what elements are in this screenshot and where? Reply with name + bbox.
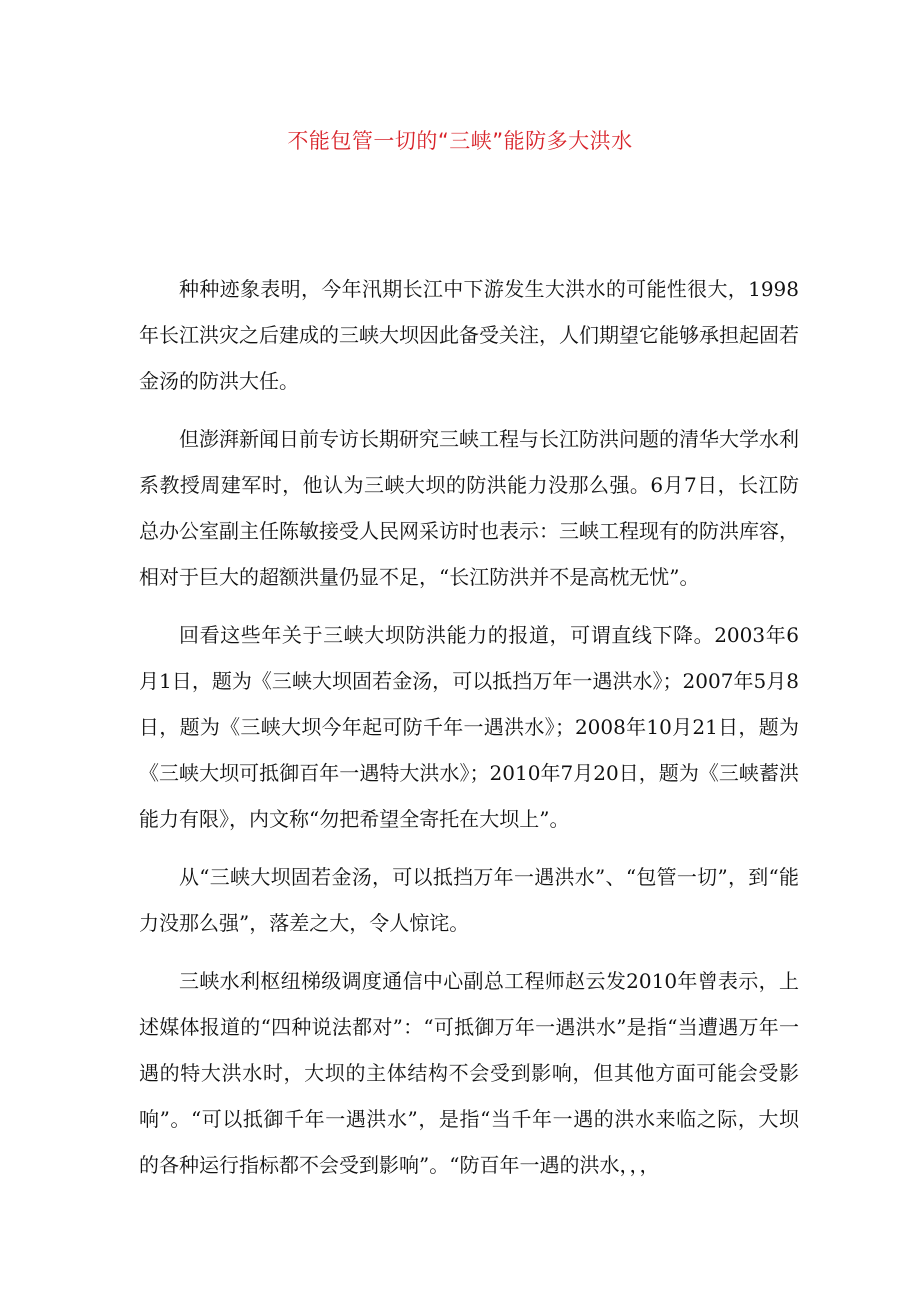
document-body bbox=[139, 266, 799, 1188]
paragraph: 但澎湃新闻日前专访长期研究三峡工程与长江防洪问题的清华大学水利系教授周建军时，他认为三峡大坝的防洪能力没那么强。6月7日，长江防总办公室副主任陈敏接受人民网采访时也表示：三峡工程现有的防洪库容，相对于巨大的超额洪量仍显不足，“长江防洪并不是高枕无忧”。 bbox=[139, 427, 799, 589]
paragraph: 回看这些年关于三峡大坝防洪能力的报道，可谓直线下降。2003年6月1日，题为《三峡大坝固若金汤，可以抵挡万年一遇洪水》；2007年5月8日，题为《三峡大坝今年起可防千年一遇洪水》；2008年10月21日，题为《三峡大坝可抵御百年一遇特大洪水》；2010年7月20日，题为《三峡蓄洪能力有限》，内文称“勿把希望全寄托在大坝上”。 bbox=[139, 623, 799, 831]
document-title: 不能包管一切的“三峡”能防多大洪水 bbox=[287, 129, 633, 153]
paragraph: 种种迹象表明，今年汛期长江中下游发生大洪水的可能性很大，1998年长江洪灾之后建成的三峡大坝因此备受关注，人们期望它能够承担起固若金汤的防洪大任。 bbox=[139, 277, 799, 393]
paragraph: 三峡水利枢纽梯级调度通信中心副总工程师赵云发2010年曾表示，上述媒体报道的“四种说法都对”：“可抵御万年一遇洪水”是指“当遭遇万年一遇的特大洪水时，大坝的主体结构不会受到影响，但其他方面可能会受影响”。“可以抵御千年一遇洪水”，是指“当千年一遇的洪水来临之际，大坝的各种运行指标都不会受到影响”。“防百年一遇的洪水，，， bbox=[139, 969, 799, 1177]
paragraph: 从“三峡大坝固若金汤，可以抵挡万年一遇洪水”、“包管一切”，到“能力没那么强”，落差之大，令人惊诧。 bbox=[139, 865, 799, 935]
